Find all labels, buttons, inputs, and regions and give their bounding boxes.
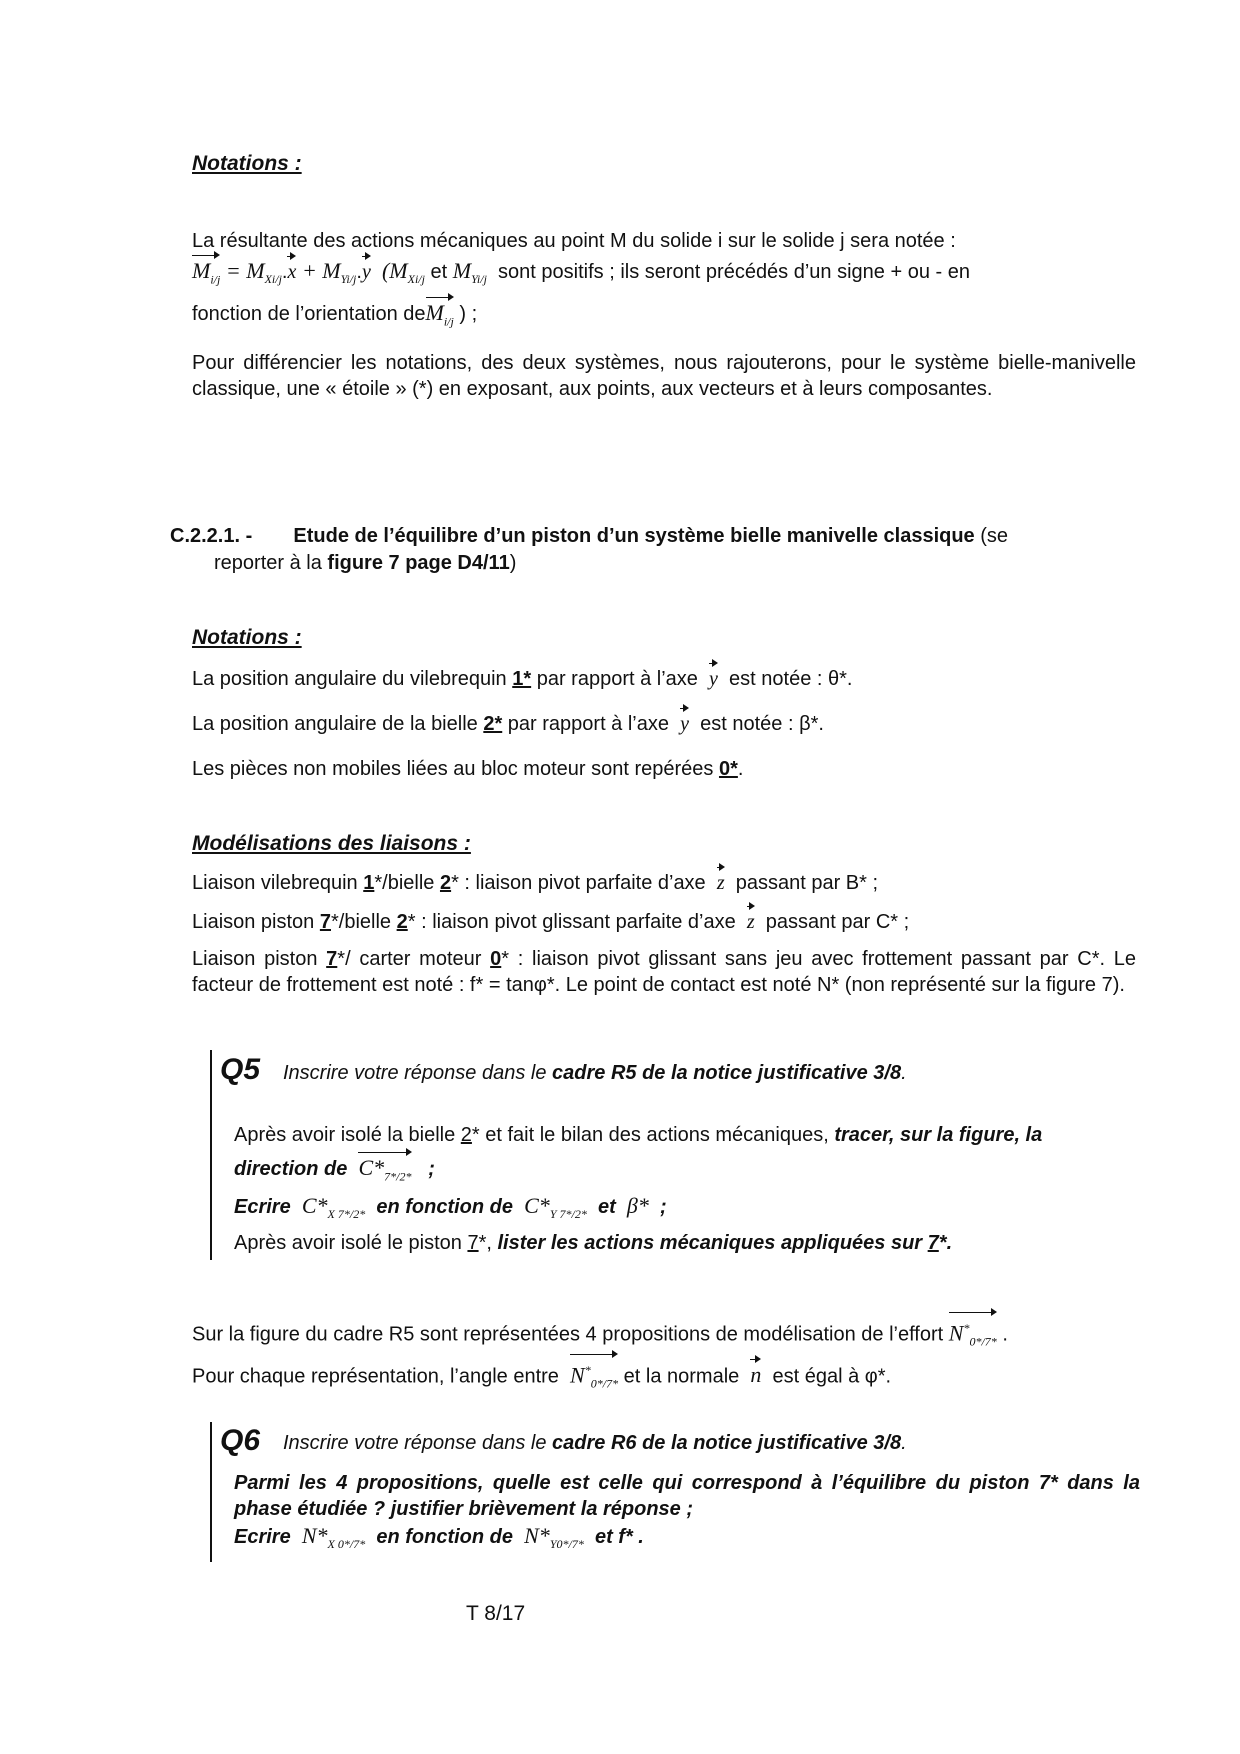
notations-title-2: Notations : [192, 626, 302, 649]
formula-eq: = M [225, 258, 265, 283]
resultante-line-1: La résultante des actions mécaniques au point M du solide i sur le solide j sera notée : [192, 230, 956, 252]
q5-line-4: Après avoir isolé le piston 7*, lister les actions mécaniques appliquées sur 7*. [234, 1232, 953, 1254]
section-close: ) [509, 552, 517, 574]
liaison-line-2: Liaison piston 7*/bielle 2* : liaison pivot glissant parfaite d’axe z passant par C* ; [192, 911, 910, 933]
q6-bar [210, 1422, 212, 1562]
resultante-line-3 [192, 300, 1136, 334]
q6-question: Parmi les 4 propositions, quelle est celle qui correspond à l’équilibre du piston 7* dans la phase étudiée ? justifier brièvement la réponse ; [234, 1472, 1140, 1520]
liaisons-title: Modélisations des liaisons : [192, 832, 471, 855]
q6-number: Q6 [220, 1424, 261, 1457]
n-proposition-line-1: Sur la figure du cadre R5 sont représentées 4 propositions de modélisation de l’effort $N^*_{0*/7*}$ . [192, 1315, 1140, 1355]
notation-line-theta: La position angulaire du vilebrequin 1* par rapport à l’axe y est notée : θ*. [192, 668, 853, 690]
formula-sub-x: Xi/j [264, 272, 282, 286]
notation-line-fixed: Les pièces non mobiles liées au bloc moteur sont repérées 0*. [192, 758, 744, 780]
sign-text: sont positifs ; ils seront précédés d’un signe + ou - en [498, 261, 970, 283]
section-se: (se [980, 525, 1009, 547]
paren-mx: (M [381, 258, 408, 283]
section-figure-ref: figure 7 page D4/11 [327, 552, 510, 574]
formula-plus: + M [301, 258, 341, 283]
q5-instruction: Inscrire votre réponse dans le cadre R5 de la notice justificative 3/8. [283, 1062, 907, 1084]
liaison-line-3: Liaison piston 7*/ carter moteur 0* : liaison pivot glissant sans jeu avec frottement passant par C*. Le facteur de frottement est noté : f* = tanφ*. Le point de contact est noté N* (non représenté sur la figure 7). [192, 948, 1137, 996]
paren-my-sub: Yi/j [471, 272, 487, 286]
q5-line-2: direction de $C*_{7*/2*}$ ; [234, 1155, 1140, 1189]
normal-vector: n [750, 1362, 762, 1388]
page-number: T 8/17 [466, 1602, 526, 1625]
q5-line-3: Ecrire $C*_{X 7*/2*}$ en fonction de $C*_{Y 7*/2*}$ et β* ; [234, 1193, 667, 1221]
section-title: Etude de l’équilibre d’un piston d’un système bielle manivelle classique [293, 525, 975, 547]
section-reporter: reporter à la [214, 552, 322, 574]
section-heading [170, 523, 1140, 549]
n-star-vector-2: $N^*_{0*/7*}$ [570, 1357, 618, 1397]
moment-vector: $M_{i/j}$ [192, 258, 220, 292]
section-number: C.2.2.1. - [170, 525, 253, 547]
paren-mx-sub: Xi/j [407, 272, 425, 286]
orientation-end: ) ; [459, 303, 478, 326]
resultante-paragraph [192, 228, 1136, 335]
moment-vector-2: $M_{i/j}$ [426, 300, 454, 334]
formula-sub-y: Yi/j [340, 272, 357, 286]
x-vector: x [287, 261, 297, 283]
resultante-line-2: $M_{i/j} = M_{Xi/j}.x + M_{Yi/j}.y$ ($M_{Xi/j}$ et $M_{Yi/j}$ sont positifs ; ils seront précédés d’un signe + ou - en [192, 258, 1136, 292]
paren-my: M [452, 258, 472, 283]
star-notation-paragraph: Pour différencier les notations, des deux systèmes, nous rajouterons, pour le système bielle-manivelle classique, une « étoile » (*) en exposant, aux points, aux vecteurs et à leurs composantes. [192, 352, 1136, 400]
liaison-line-1: Liaison vilebrequin 1*/bielle 2* : liaison pivot parfaite d’axe z passant par B* ; [192, 872, 879, 894]
q6-instruction: Inscrire votre réponse dans le cadre R6 de la notice justificative 3/8. [283, 1432, 907, 1454]
n-star-vector: $N^*_{0*/7*}$ [949, 1315, 997, 1355]
notations-title: Notations : [192, 152, 302, 175]
section-subline [214, 550, 516, 576]
y-vector: y [361, 261, 371, 283]
orientation-text: fonction de l’orientation de [192, 303, 426, 326]
n-proposition-line-2: Pour chaque représentation, l’angle entre $N^*_{0*/7*}$ et la normale n est égal à φ*. [192, 1357, 1140, 1397]
q5-number: Q5 [220, 1053, 261, 1086]
notation-line-beta: La position angulaire de la bielle 2* par rapport à l’axe y est notée : β*. [192, 713, 824, 735]
et-word: et [430, 261, 448, 283]
q5-bar [210, 1050, 212, 1260]
c-star-vector: $C*_{7*/2*}$ [358, 1155, 411, 1189]
q5-line-1: Après avoir isolé la bielle 2* et fait le bilan des actions mécaniques, tracer, sur la figure, la [234, 1124, 1043, 1146]
q6-line-3: Ecrire $N*_{X 0*/7*}$ en fonction de $N*_{Y0*/7*}$ et f* . [234, 1523, 644, 1551]
